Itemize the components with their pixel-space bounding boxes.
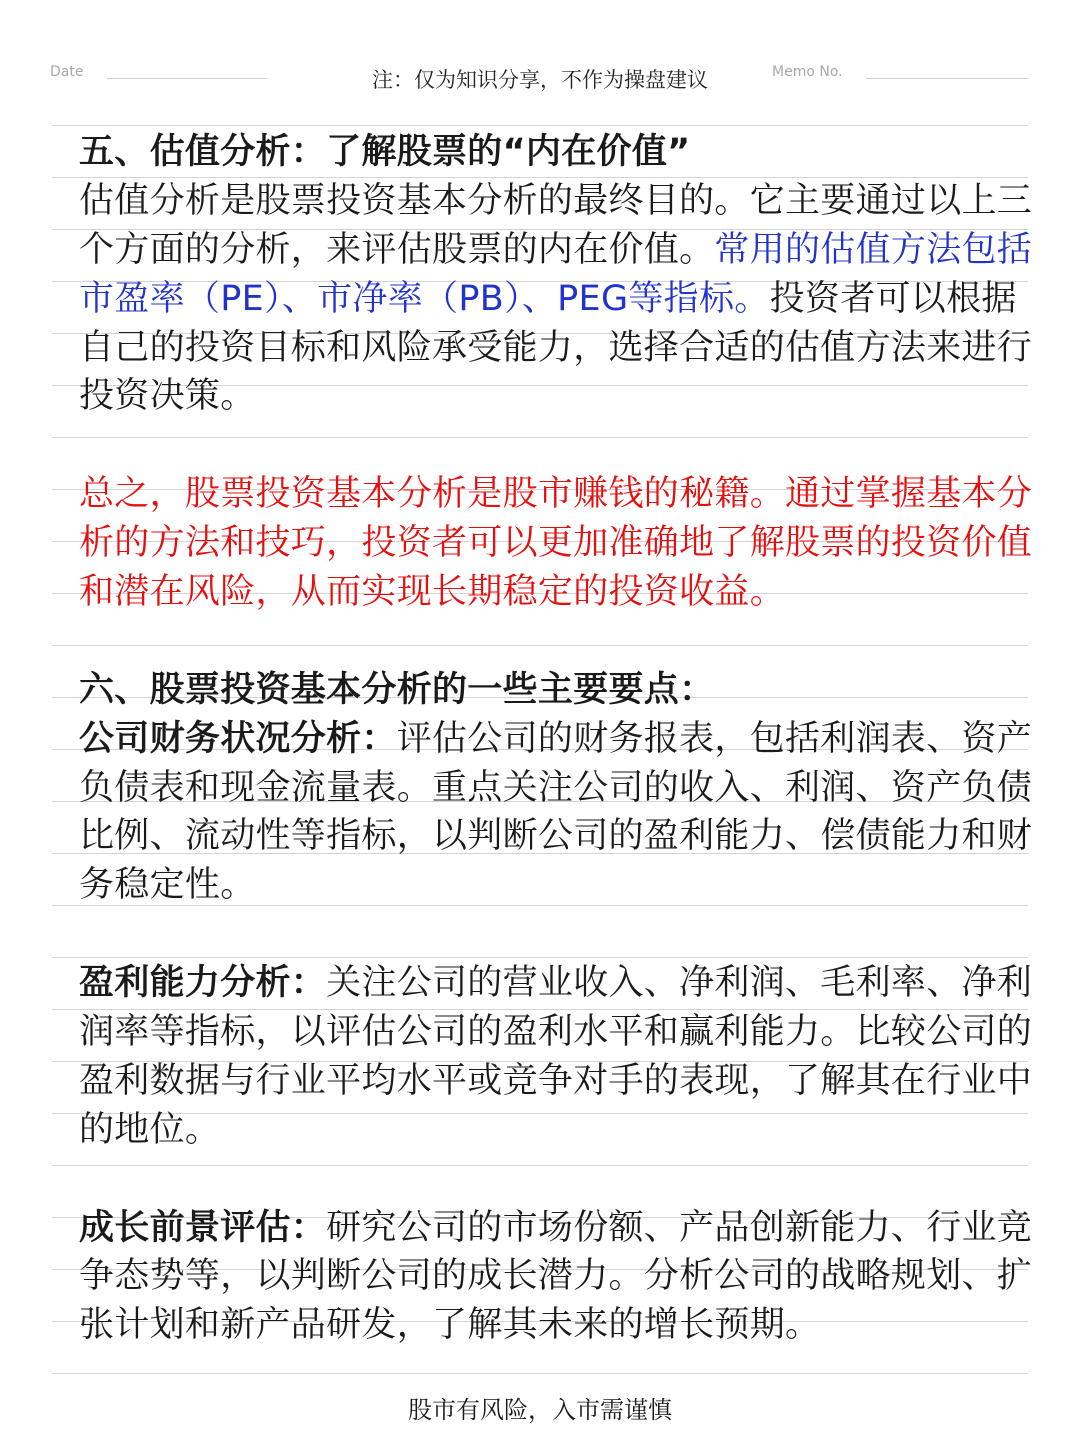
finance-analysis-label: 公司财务状况分析：: [79, 718, 397, 759]
profitability-label: 盈利能力分析：: [79, 963, 327, 1004]
section6-title: 六、股票投资基本分析的一些主要要点：: [79, 669, 715, 710]
section5-title: 五、估值分析：了解股票的“内在价值”: [79, 132, 691, 172]
finance-analysis-text: 评估公司的财务报表，包括利润表、资产: [396, 718, 1033, 759]
growth-line: 张计划和新产品研发，了解其未来的增长预期。: [79, 1305, 821, 1346]
note-content: [79, 128, 1033, 1350]
memo-label: Memo No.: [772, 64, 843, 80]
disclaimer-note: 注：仅为知识分享，不作为操盘建议: [372, 68, 708, 92]
profitability-line: 润率等指标，以评估公司的盈利水平和赢利能力。比较公司的: [79, 1012, 1033, 1053]
profitability-line: [79, 959, 1033, 1008]
section5-line: 估值分析是股票投资基本分析的最终目的。它主要通过以上三: [79, 180, 1033, 221]
finance-analysis-line: [79, 715, 1033, 764]
growth-label: 成长前景评估：: [79, 1207, 327, 1248]
finance-analysis-line: 负债表和现金流量表。重点关注公司的收入、利润、资产负债: [79, 767, 1033, 808]
section5-text: 投资者可以根据: [769, 278, 1017, 319]
profitability-line: 的地位。: [79, 1109, 221, 1150]
memo-line: [866, 78, 1028, 79]
section5-line: [79, 226, 1033, 275]
section5-text: 个方面的分析，来评估股票的内在价值。: [79, 229, 715, 270]
growth-line: 争态势等，以判断公司的成长潜力。分析公司的战略规划、扩: [79, 1256, 1033, 1297]
finance-analysis-line: 比例、流动性等指标，以判断公司的盈利能力、偿债能力和财: [79, 816, 1033, 857]
summary-line: 总之，股票投资基本分析是股市赚钱的秘籍。通过掌握基本分: [79, 474, 1033, 515]
section5-line: 自己的投资目标和风险承受能力，选择合适的估值方法来进行: [79, 327, 1033, 368]
growth-text: 研究公司的市场份额、产品创新能力、行业竞: [326, 1207, 1033, 1248]
risk-warning-footer: 股市有风险，入市需谨慎: [408, 1396, 672, 1424]
profitability-text: 关注公司的营业收入、净利润、毛利率、净利: [326, 963, 1033, 1004]
section5-line: 投资决策。: [79, 376, 256, 417]
growth-line: [79, 1204, 1033, 1253]
highlight-blue: 常用的估值方法包括: [714, 229, 1033, 270]
summary-line: 析的方法和技巧，投资者可以更加准确地了解股票的投资价值: [79, 523, 1033, 564]
date-label: Date: [50, 64, 84, 80]
finance-analysis-line: 务稳定性。: [79, 865, 256, 906]
section5-line: [79, 275, 1019, 324]
profitability-line: 盈利数据与行业平均水平或竞争对手的表现，了解其在行业中: [79, 1060, 1033, 1101]
summary-line: 和潜在风险，从而实现长期稳定的投资收益。: [79, 572, 786, 613]
highlight-blue: 市盈率（PE）、市净率（PB）、PEG等指标。: [79, 278, 770, 319]
